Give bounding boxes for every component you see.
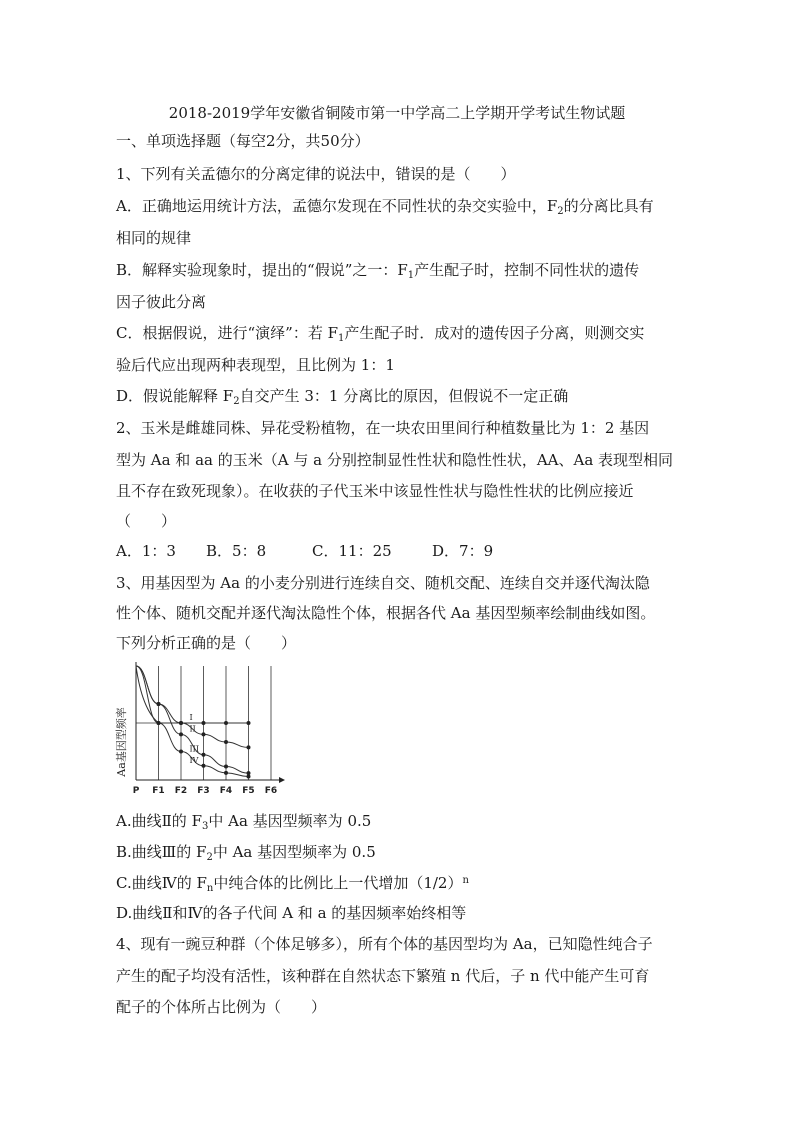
q2-option-a: A．1：3 [116,542,176,560]
q3-option-b: B.曲线Ⅲ的 $F_2$中 Aa 基因型频率为 0.5 [116,843,376,863]
point-IV-F2 [179,750,183,754]
x-tick-F1: F1 [152,786,165,796]
q3-line1: 3、用基因型为 Aa 的小麦分别进行连续自交、随机交配、连续自交并逐代淘汰隐 [116,574,650,592]
point-II-F2 [179,721,183,725]
curve-II [136,666,249,747]
q2-options [116,541,493,561]
q2-option-d: D．7：9 [432,542,494,560]
q2-line2: 型为 Aa 和 aa 的玉米（A 与 a 分别控制显性性状和隐性性状，AA、Aa 表现型相同 [116,451,674,469]
series-label-III: III [189,744,199,754]
point-III-F1 [157,702,161,706]
q1-stem: 1、下列有关孟德尔的分离定律的说法中，错误的是（ ） [116,165,516,183]
q2-option-b: B．5：8 [206,542,267,560]
q1-option-c-line1: C．根据假说，进行“演绎”：若 $F_1$产生配子时．成对的遗传因子分离，则测交实 [116,324,645,344]
point-II-F4 [224,740,228,744]
q1-option-d: D．假说能解释 $F_2$自交产生 3：1 分离比的原因，但假说不一定正确 [116,387,569,407]
point-IV-F1 [157,721,161,725]
chart-tick-labels [133,786,278,796]
q2-option-c: C．11：25 [312,542,392,560]
q2-line1: 2、玉米是雌雄同株、异花受粉植物，在一块农田里间行种植数量比为 1：2 基因 [116,419,650,437]
x-tick-F2: F2 [174,786,188,796]
q1-option-a-line1: A．正确地运用统计方法，孟德尔发现在不同性状的杂交实验中，$F_2$的分离比具有 [116,197,654,217]
chart-series-labels [190,713,199,765]
x-tick-F6: F6 [264,786,278,796]
q3-option-d: D.曲线Ⅱ和Ⅳ的各子代间 A 和 a 的基因频率始终相等 [116,904,467,922]
point-IV-F3 [202,764,206,768]
q1-option-b-line1: B．解释实验现象时，提出的“假说”之一：$F_1$产生配子时，控制不同性状的遗传 [116,261,640,281]
x-tick-F3: F3 [197,786,210,796]
x-axis-arrow [279,777,285,783]
y-axis-label: Aa基因型频率 [115,707,128,777]
point-III-F4 [224,765,228,769]
point-II-F5 [247,745,251,749]
x-tick-F5: F5 [242,786,255,796]
point-III-F2 [179,732,183,736]
x-tick-P: P [132,786,140,796]
point-I-F5 [247,721,251,725]
point-III-F3 [202,753,206,757]
point-IV-F4 [224,771,228,775]
point-II-F3 [202,732,206,736]
q3-line3: 下列分析正确的是（ ） [116,634,297,652]
q3-line2: 性个体、随机交配并逐代淘汰隐性个体，根据各代 Aa 基因型频率绘制曲线如图。 [116,604,656,622]
point-I-F4 [224,721,228,725]
point-IV-F5 [247,774,251,778]
aa-frequency-chart [112,658,298,804]
point-I-F3 [202,721,206,725]
q2-line3: 且不存在致死现象）。在收获的子代玉米中该显性性状与隐性性状的比例应接近 [116,482,634,500]
q2-line4: （ ） [116,512,177,530]
series-label-I: I [189,713,193,722]
q4-line2: 产生的配子均没有活性，该种群在自然状态下繁殖 n 代后，子 n 代中能产生可育 [116,967,650,985]
q4-line3: 配子的个体所占比例为（ ） [116,998,327,1016]
x-tick-F4: F4 [219,786,233,796]
chart-svg [112,658,298,804]
page-title: 2018-2019学年安徽省铜陵市第一中学高二上学期开学考试生物试题 [168,104,626,122]
q3-option-c: C.曲线Ⅳ的 $F_n$中纯合体的比例比上一代增加$(1/2)^n$ [116,874,469,894]
q1-option-a-line2: 相同的规律 [116,229,192,247]
q1-option-b-line2: 因子彼此分离 [116,293,207,311]
series-label-II: II [189,724,196,734]
series-label-IV: IV [189,755,199,765]
q4-line1: 4、现有一豌豆种群（个体足够多），所有个体的基因型均为 Aa，已知隐性纯合子 [116,935,653,953]
section-heading: 一、单项选择题（每空2分，共50分） [116,132,370,150]
q1-option-c-line2: 验后代应出现两种表现型，且比例为 1：1 [116,356,395,374]
q3-option-a: A.曲线Ⅱ的 $F_3$中 Aa 基因型频率为 0.5 [116,812,372,832]
